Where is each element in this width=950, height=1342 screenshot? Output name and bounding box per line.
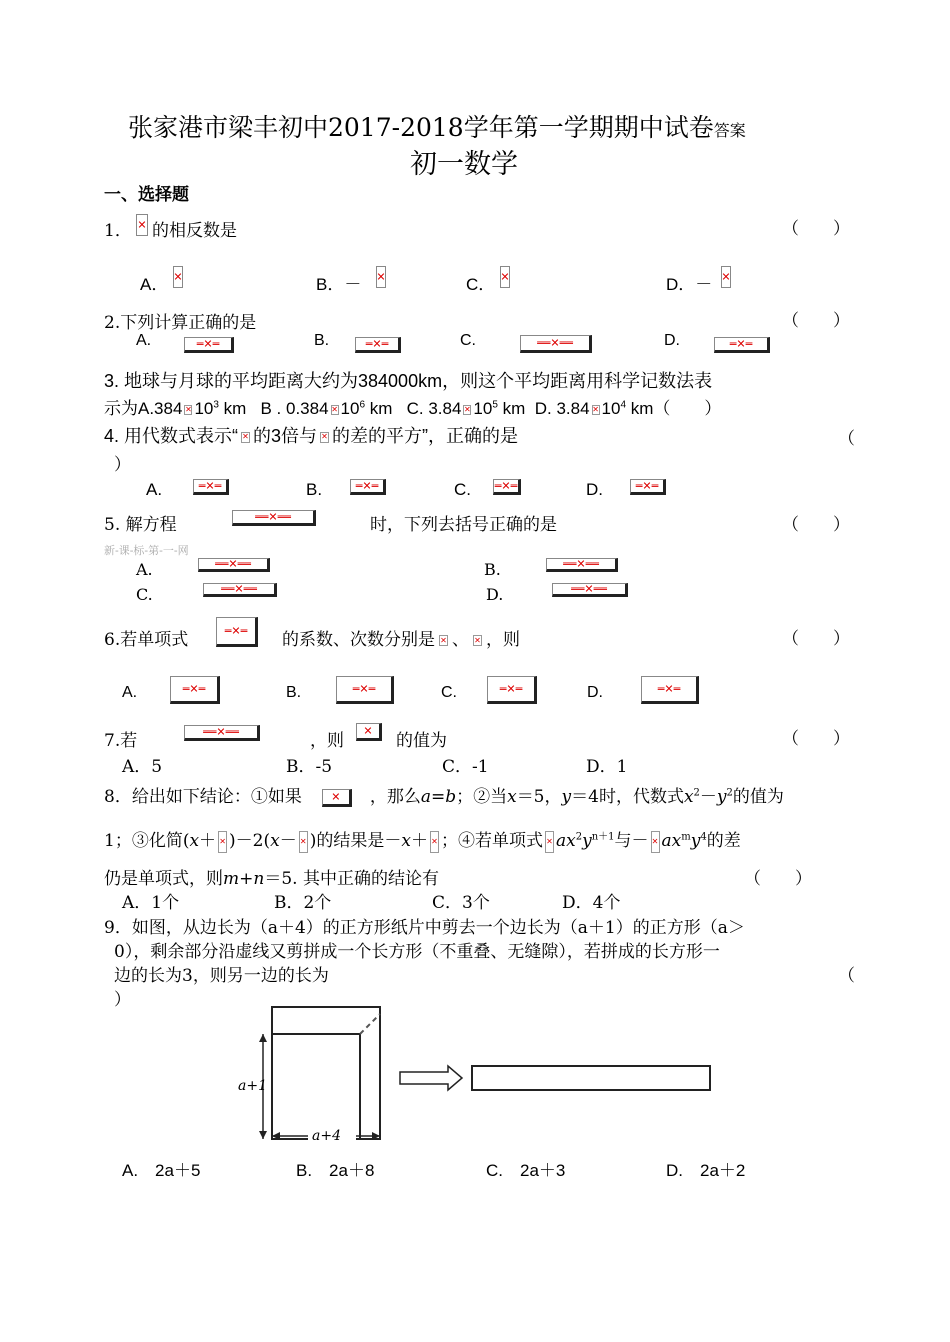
q5-stem-post: 时，下列去括号正确的是 xyxy=(370,515,557,535)
formula-image: ✕ xyxy=(322,789,352,807)
answer-paren-open: （ xyxy=(838,966,855,986)
page-title xyxy=(128,108,746,144)
q8-line3: 仍是单项式，则m+n＝5. 其中正确的结论有 xyxy=(104,869,439,889)
q6-option-d: D. xyxy=(587,684,603,701)
q9-line3: 边的长为3，则另一边的长为 xyxy=(114,966,329,986)
cut-line xyxy=(360,1014,380,1034)
q7-option-a: A．5 xyxy=(122,757,163,777)
q7-option-d: D．1 xyxy=(586,757,628,777)
answer-paren: （ ） xyxy=(744,869,812,889)
q3-line1: 3. 地球与月球的平均距离大约为384000km，则这个平均距离用科学记数法表 xyxy=(104,371,713,391)
arrow-icon xyxy=(400,1066,462,1090)
label-a-plus-1: a+1 xyxy=(238,1078,267,1094)
formula-image: ═✕═ xyxy=(170,676,220,704)
formula-image: ✕ xyxy=(500,266,510,288)
q6-option-a: A. xyxy=(122,684,138,701)
answer-paren-open: （ xyxy=(838,429,855,449)
formula-image: ✕ xyxy=(136,214,148,236)
answer-paren: （ ） xyxy=(782,515,850,535)
answer-paren-close: ） xyxy=(114,990,131,1010)
q1-option-c: C． xyxy=(466,275,496,294)
q4-option-a: A. xyxy=(146,480,163,499)
title-suffix: 答案 xyxy=(713,121,746,140)
q4-option-b: B. xyxy=(306,480,323,499)
title-main: 张家港市梁丰初中2017-2018学年第一学期期中试卷 xyxy=(128,113,714,142)
formula-image: ═✕═ xyxy=(350,479,386,495)
outer-square xyxy=(272,1007,380,1139)
q1-stem: 1． xyxy=(104,221,132,241)
q8-line2: 1；③化简(x＋ ✕ )－2(x－ ✕ )的结果是－x＋ ✕ ；④若单项式 ✕ $ax^2y^{n+1}$与－ ✕ $ax^my^4$的差 xyxy=(104,831,741,851)
formula-image: ✕ xyxy=(721,266,731,288)
q9-option-b: B. 2a＋8 xyxy=(296,1161,375,1180)
formula-image: ✕ xyxy=(242,432,249,442)
q9-option-a: A. 2a＋5 xyxy=(122,1161,201,1180)
page-subtitle: 初一数学 xyxy=(410,149,518,180)
q8-line1: 8．给出如下结论：①如果 ✕ ，那么a=b；②当x＝5，y＝4时，代数式$x^2-y^2$的值为 xyxy=(104,787,784,807)
answer-paren: （ ） xyxy=(782,729,850,749)
formula-image: ✕ xyxy=(173,266,183,288)
q6-option-c: C. xyxy=(441,684,457,701)
formula-image: ✕ xyxy=(356,723,382,741)
q3-line2: 示为A.384 ✕ $10^3$ km B . 0.384 ✕ $10^6$ km C. 3.84 ✕ $10^5$ km D. 3.84 ✕ $10^4$ km（ ） xyxy=(104,399,722,418)
formula-image: ✕ xyxy=(474,635,481,645)
q2-stem: 2.下列计算正确的是 xyxy=(104,313,257,333)
label-a-plus-4: a+4 xyxy=(312,1128,341,1144)
formula-image: ═✕═ xyxy=(493,479,521,495)
q9-line1: 9．如图，从边长为（a＋4）的正方形纸片中剪去一个边长为（a＋1）的正方形（a＞ xyxy=(104,918,745,938)
q1-text: 的相反数是 xyxy=(152,221,237,241)
q9-option-c: C. 2a＋3 xyxy=(486,1161,566,1180)
q8-option-b: B．2个 xyxy=(274,893,332,913)
q2-option-d: D. xyxy=(664,332,680,349)
q8-option-c: C．3个 xyxy=(432,893,490,913)
q4-stem: 4. 用代数式表示“ ✕ 的3倍与 ✕ 的差的平方”，正确的是 xyxy=(104,426,519,446)
formula-image: ══✕══ xyxy=(546,558,618,572)
q7-stem-pre: 7.若 xyxy=(104,731,138,751)
formula-image: ══✕══ xyxy=(198,558,270,572)
formula-image: ══✕══ xyxy=(552,583,628,597)
q6-option-b: B. xyxy=(286,684,302,701)
q2-option-b: B. xyxy=(314,332,330,349)
section-heading: 一、选择题 xyxy=(104,185,189,205)
answer-paren-close: ） xyxy=(114,455,131,475)
formula-image: ✕ xyxy=(299,831,308,853)
times-symbol-image: ✕ xyxy=(331,404,338,414)
q5-option-b: B. xyxy=(484,560,501,579)
formula-image: ═✕═ xyxy=(336,676,394,704)
q2-option-c: C. xyxy=(460,332,476,349)
geometry-figure xyxy=(230,1004,720,1154)
formula-image: ═✕═ xyxy=(184,337,234,353)
q9-option-d: D. 2a＋2 xyxy=(666,1161,746,1180)
q7-stem-post: 的值为 xyxy=(396,731,447,751)
q7-option-c: C．-1 xyxy=(442,757,489,777)
answer-paren: （ ） xyxy=(782,629,850,649)
q5-option-c: C. xyxy=(136,585,153,604)
formula-image: ══✕══ xyxy=(184,725,260,741)
formula-image: ✕ xyxy=(376,266,386,288)
formula-image: ══✕══ xyxy=(203,583,277,597)
watermark: 新-课-标-第-一-网 xyxy=(104,544,189,557)
times-symbol-image: ✕ xyxy=(592,404,599,414)
times-symbol-image: ✕ xyxy=(185,404,192,414)
q7-option-b: B．-5 xyxy=(286,757,333,777)
formula-image: ✕ xyxy=(218,831,227,853)
inner-square xyxy=(272,1034,360,1139)
formula-image: ✕ xyxy=(430,831,439,853)
formula-image: ═✕═ xyxy=(714,337,770,353)
formula-image: ══✕══ xyxy=(232,510,316,526)
answer-paren: （ ） xyxy=(782,311,850,331)
formula-image: ═✕═ xyxy=(193,479,229,495)
q6-stem-pre: 6.若单项式 xyxy=(104,630,189,650)
formula-image: ═✕═ xyxy=(641,676,699,704)
formula-image: ✕ xyxy=(440,635,447,645)
formula-image: ✕ xyxy=(651,831,660,853)
q5-option-d: D. xyxy=(486,585,504,604)
formula-image: ═✕═ xyxy=(630,479,666,495)
q2-option-a: A. xyxy=(136,332,152,349)
q8-option-d: D．4个 xyxy=(562,893,621,913)
formula-image: ✕ xyxy=(545,831,554,853)
times-symbol-image: ✕ xyxy=(464,404,471,414)
result-rectangle xyxy=(472,1066,710,1090)
q6-stem-post: 的系数、次数分别是 ✕ 、 ✕ ，则 xyxy=(282,630,520,650)
formula-image: ✕ xyxy=(321,432,328,442)
q1-option-b: B．－ xyxy=(316,275,362,294)
q1-option-a: A． xyxy=(140,275,169,294)
q8-option-a: A．1个 xyxy=(122,893,180,913)
q5-option-a: A. xyxy=(136,560,153,579)
formula-image: ═✕═ xyxy=(216,617,258,647)
formula-image: ══✕══ xyxy=(520,335,592,353)
q5-stem-pre: 5. 解方程 xyxy=(104,515,177,535)
q4-option-d: D. xyxy=(586,480,603,499)
formula-image: ═✕═ xyxy=(355,337,401,353)
formula-image: ═✕═ xyxy=(487,676,537,704)
q4-option-c: C. xyxy=(454,480,471,499)
q9-line2: 0），剩余部分沿虚线又剪拼成一个长方形（不重叠、无缝隙），若拼成的长方形一 xyxy=(114,942,720,962)
q7-stem-mid: ，则 xyxy=(310,731,344,751)
answer-paren: （ ） xyxy=(782,219,850,239)
q1-option-d: D．－ xyxy=(666,275,713,294)
